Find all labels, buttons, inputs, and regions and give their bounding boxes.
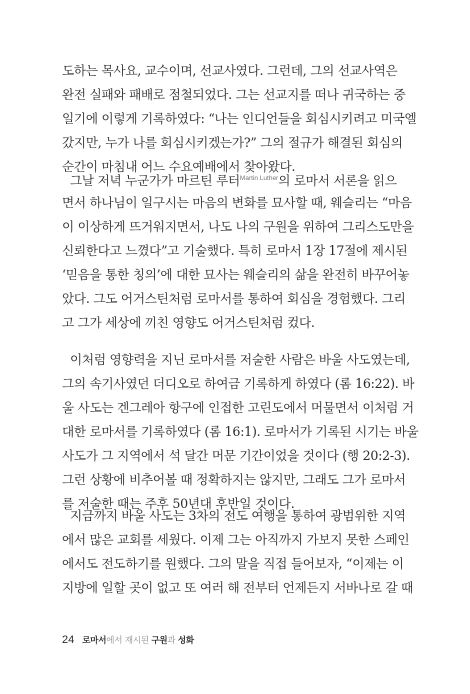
text-line: 에서 많은 교회를 세웠다. 이제 그는 아직까지 가보지 못한 스페인 [62,532,410,547]
footnote-gloss: Martin Luther [239,175,279,182]
text-line: 그런 상황에 비추어볼 때 정확하지는 않지만, 그래도 그가 로마서 [62,472,406,487]
text-segment: 그날 저녁 누군가가 마르틴 루터 [70,173,240,188]
text-line: 에서도 전도하기를 원했다. 그의 말을 직접 들어보자, “이제는 이 [62,556,404,571]
text-line: 대한 로마서를 기록하였다 (롬 16:1). 로마서가 기록된 시기는 바울 [62,424,419,439]
text-line: ‘믿음을 통한 칭의’에 대한 묘사는 웨슬리의 삶을 완전히 바꾸어놓 [62,267,410,282]
text-line: 순간이 마침내 어느 수요예배에서 찾아왔다. [62,159,296,174]
text-line: 면서 하나님이 일구시는 마음의 변화를 묘사할 때, 웨슬리는 “마음 [62,195,412,210]
text-line: 이 이상하게 뜨거워지면서, 나도 나의 구원을 위하여 그리스도만을 [62,219,414,234]
text-line: 지금까지 바울 사도는 3차의 전도 여행을 통하여 광범위한 지역 [70,508,406,523]
page-number: 24 [62,634,75,646]
page-footer [62,634,194,648]
text-line: 고 그가 세상에 끼친 영향도 어거스틴처럼 컸다. [62,315,315,330]
text-line: 신뢰한다고 느꼈다”고 기술했다. 특히 로마서 1장 17절에 제시된 [62,243,408,258]
title-segment: 로마서 [82,636,107,646]
text-line-with-note [70,167,397,191]
title-segment: 구원 [151,636,168,646]
text-line: 그의 속기사였던 더디오로 하여금 기록하게 하였다 (롬 16:22). 바 [62,376,415,391]
text-line: 도하는 목사요, 교수이며, 선교사였다. 그런데, 그의 선교사역은 [62,63,398,78]
text-line: 았다. 그도 어거스틴처럼 로마서를 통하여 회심을 경험했다. 그리 [62,291,406,306]
title-segment: 성화 [177,636,194,646]
running-title [82,634,194,646]
title-segment: 과 [167,636,178,646]
text-line: 를 저술한 때는 주후 50년대 후반일 것이다. [62,496,295,511]
text-line: 완전 실패와 패배로 점철되었다. 그는 선교지를 떠나 귀국하는 중 [62,87,406,102]
text-line: 지방에 일할 곳이 없고 또 여러 해 전부터 언제든지 서바나로 갈 때 [62,580,414,595]
text-line: 사도가 그 지역에서 석 달간 머문 기간이었을 것이다 (행 20:2-3). [62,448,411,463]
text-line: 갔지만, 누가 나를 회심시키겠는가?” 그의 절규가 해결된 회심의 [62,135,403,150]
text-line: 일기에 이렇게 기록하였다: “나는 인디언들을 회심시키려고 미국엘 [62,111,417,126]
text-line: 이처럼 영향력을 지닌 로마서를 저술한 사람은 바울 사도였는데, [70,352,410,367]
text-line: 울 사도는 겐그레아 항구에 인접한 고린도에서 머물면서 이처럼 거 [62,400,414,415]
title-segment: 에서 재시된 [106,636,152,646]
text-segment: 의 로마서 서론을 읽으 [278,173,397,188]
